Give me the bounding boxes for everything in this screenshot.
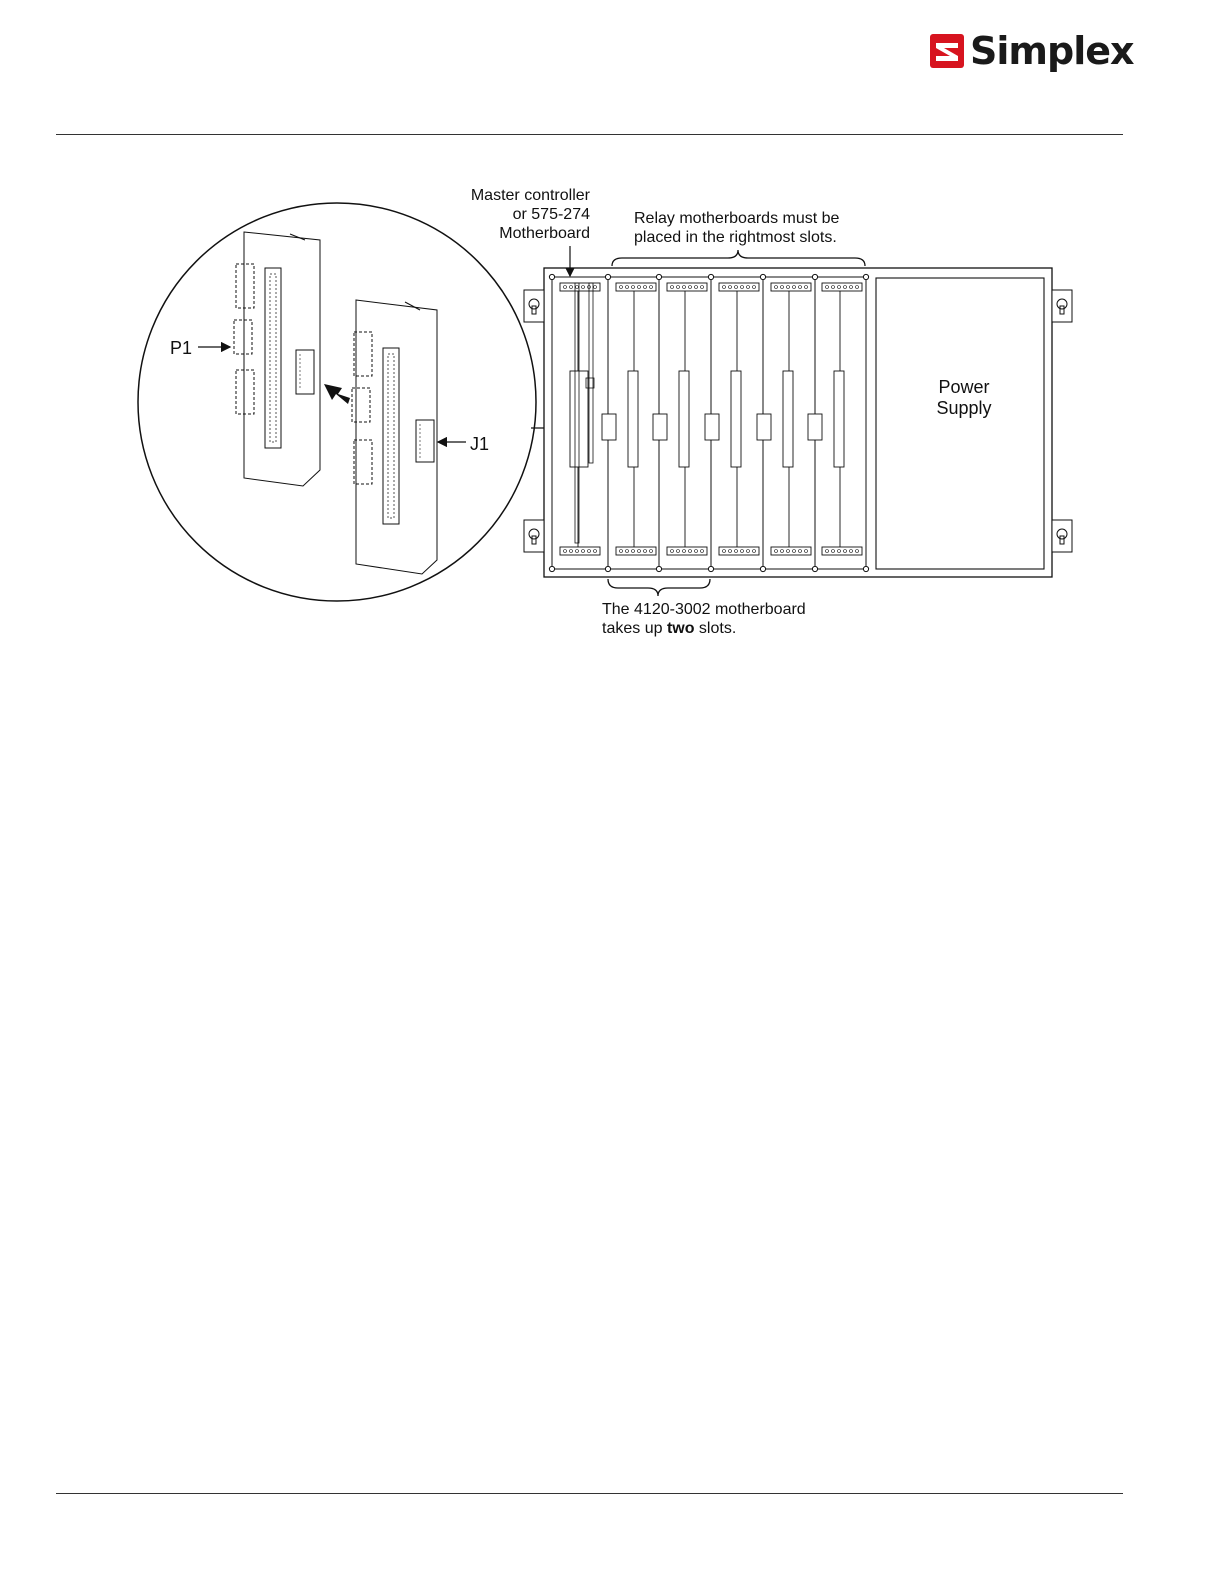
two-slot-prefix: takes up: [602, 620, 667, 637]
mounting-keyhole-bottom-left: [524, 520, 544, 552]
screw-dot: [863, 274, 868, 279]
magnified-detail-view: [138, 203, 536, 601]
two-slot-brace: [608, 579, 710, 596]
terminal-strip: [616, 283, 656, 291]
slot-jumper-block: [808, 414, 822, 440]
power-supply-line1: Power: [938, 377, 990, 397]
card-connector: [783, 371, 793, 467]
screw-dot: [605, 566, 610, 571]
relay-label-line2: placed in the rightmost slots.: [634, 229, 837, 246]
terminal-strip: [560, 547, 600, 555]
card-connector: [834, 371, 844, 467]
mounting-keyhole-bottom-right: [1052, 520, 1072, 552]
left-board-illustration: [234, 232, 320, 486]
mounting-keyhole-top-right: [1052, 290, 1072, 322]
mounting-keyhole-top-left: [524, 290, 544, 322]
terminal-strip: [822, 547, 862, 555]
card-connector: [628, 371, 638, 467]
power-supply-box: [876, 278, 1044, 569]
screw-dot: [708, 274, 713, 279]
j1-label: J1: [470, 434, 490, 454]
screw-dot: [760, 274, 765, 279]
master-label-line1: Master controller: [470, 187, 590, 204]
terminal-strip: [667, 547, 707, 555]
screw-dot: [656, 566, 661, 571]
two-slot-line1: The 4120-3002 motherboard: [602, 601, 806, 618]
master-label-line2: or 575-274: [512, 206, 590, 223]
terminal-strip: [719, 283, 759, 291]
insertion-arrow: [324, 384, 350, 404]
card-connector: [731, 371, 741, 467]
screw-dot: [549, 566, 554, 571]
two-slot-line2: [602, 619, 862, 638]
power-supply-label: [904, 377, 1024, 419]
screw-dot: [656, 274, 661, 279]
screw-dot: [812, 566, 817, 571]
screw-dot: [863, 566, 868, 571]
two-slot-suffix: slots.: [694, 620, 737, 637]
logo-wordmark: Simplex: [970, 29, 1134, 73]
terminal-strip: [822, 283, 862, 291]
terminal-strip: [616, 547, 656, 555]
terminal-strip: [560, 283, 600, 291]
screw-dot: [708, 566, 713, 571]
master-label-line3: Motherboard: [499, 225, 590, 242]
screw-dot: [760, 566, 765, 571]
card-cage: [524, 246, 1072, 596]
two-slot-bold: two: [666, 620, 695, 637]
power-supply-line2: Supply: [936, 398, 992, 418]
relay-motherboards-label: [634, 209, 894, 247]
two-slot-label: [602, 600, 862, 638]
p1-label: P1: [170, 338, 193, 358]
right-board-illustration: [352, 300, 437, 574]
card-connector: [679, 371, 689, 467]
slot-jumper-block: [602, 414, 616, 440]
terminal-strip: [771, 283, 811, 291]
slot-jumper-block: [757, 414, 771, 440]
screw-dot: [549, 274, 554, 279]
screw-dot: [812, 274, 817, 279]
terminal-strip: [719, 547, 759, 555]
master-controller-label: [430, 186, 590, 243]
terminal-strip: [667, 283, 707, 291]
relay-label-line1: Relay motherboards must be: [634, 210, 840, 227]
slot-jumper-block: [653, 414, 667, 440]
terminal-strip: [771, 547, 811, 555]
slot-jumper-block: [705, 414, 719, 440]
relay-brace: [612, 250, 865, 266]
screw-dot: [605, 274, 610, 279]
